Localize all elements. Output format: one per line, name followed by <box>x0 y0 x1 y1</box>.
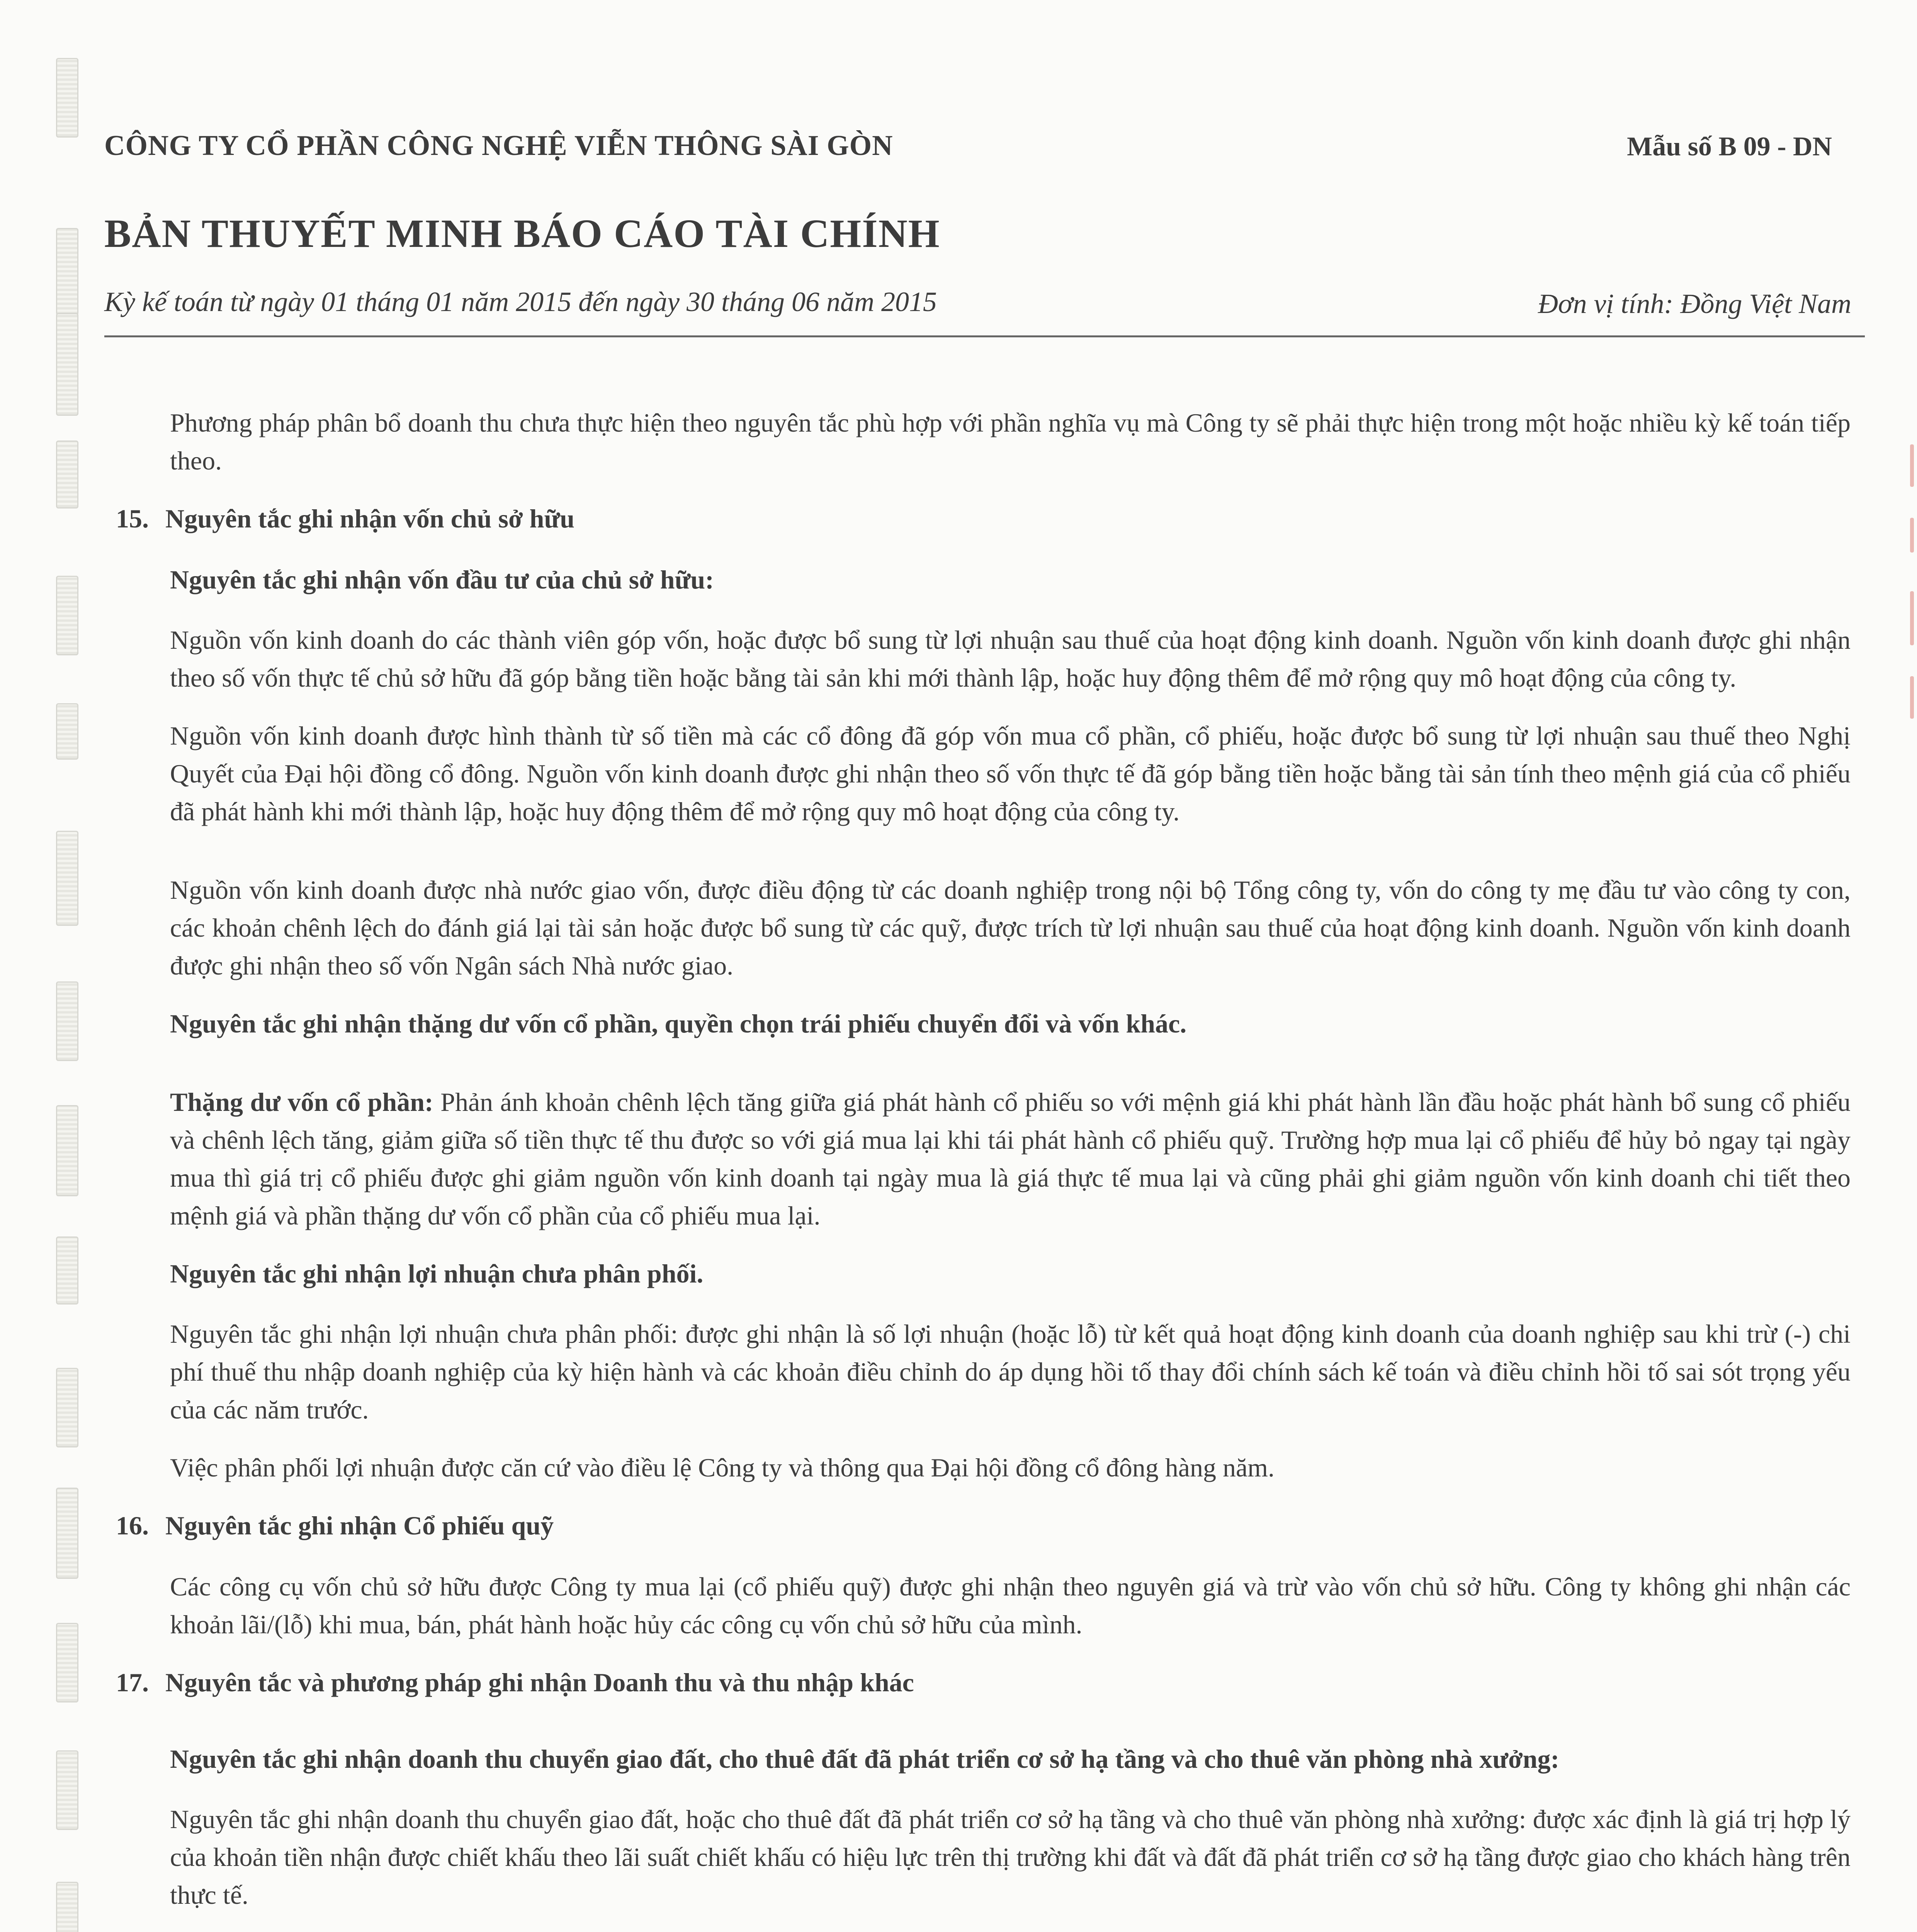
document-body <box>116 404 1851 1932</box>
company-name: CÔNG TY CỔ PHẦN CÔNG NGHỆ VIỄN THÔNG SÀI GÒN <box>104 130 893 162</box>
section-15-heading <box>116 500 1851 537</box>
subheading-retained-earnings: Nguyên tắc ghi nhận lợi nhuận chưa phân phối. <box>170 1259 704 1288</box>
header-divider <box>104 335 1865 337</box>
subheading-owner-capital: Nguyên tắc ghi nhận vốn đầu tư của chủ sở hữu: <box>170 565 714 594</box>
section-number: 17. <box>116 1668 149 1697</box>
paragraph: Nguồn vốn kinh doanh được hình thành từ số tiền mà các cổ đông đã góp vốn mua cổ phần, cổ phiếu, hoặc được bổ sung từ lợi nhuận sau thuế theo Nghị Quyết của Đại hội đồng cổ đông. Nguồn vốn kinh doanh được ghi nhận theo số vốn thực tế đã góp bằng tiền hoặc bằng tài sản tính theo mệnh giá của cổ phiếu đã phát hành khi mới thành lập, hoặc huy động thêm để mở rộng quy mô hoạt động của công ty. <box>170 721 1851 826</box>
binding-marks <box>56 58 79 1932</box>
currency-unit: Đơn vị tính: Đồng Việt Nam <box>1538 288 1851 319</box>
accounting-period: Kỳ kế toán từ ngày 01 tháng 01 năm 2015 đến ngày 30 tháng 06 năm 2015 <box>104 286 937 317</box>
section-17-heading <box>116 1663 1851 1701</box>
form-code: Mẫu số B 09 - DN <box>1627 132 1832 162</box>
paragraph: Nguồn vốn kinh doanh do các thành viên góp vốn, hoặc được bổ sung từ lợi nhuận sau thuế của hoạt động kinh doanh. Nguồn vốn kinh doanh được ghi nhận theo số vốn thực tế chủ sở hữu đã góp bằng tiền hoặc bằng tài sản khi mới thành lập, hoặc huy động thêm để mở rộng quy mô hoạt động của công ty. <box>170 625 1851 692</box>
paragraph: Các công cụ vốn chủ sở hữu được Công ty mua lại (cổ phiếu quỹ) được ghi nhận theo nguyên giá và trừ vào vốn chủ sở hữu. Công ty không ghi nhận các khoản lãi/(lỗ) khi mua, bán, phát hành hoặc hủy các công cụ vốn chủ sở hữu của mình. <box>170 1572 1851 1639</box>
subheading-land-revenue: Nguyên tắc ghi nhận doanh thu chuyển giao đất, cho thuê đất đã phát triển cơ sở hạ tầng và cho thuê văn phòng nhà xưởng: <box>170 1744 1560 1774</box>
section-title: Nguyên tắc ghi nhận Cổ phiếu quỹ <box>165 1511 554 1540</box>
section-title: Nguyên tắc và phương pháp ghi nhận Doanh thu và thu nhập khác <box>165 1668 914 1697</box>
paragraph: Việc phân phối lợi nhuận được căn cứ vào điều lệ Công ty và thông qua Đại hội đồng cổ đông hàng năm. <box>170 1453 1275 1482</box>
intro-paragraph: Phương pháp phân bổ doanh thu chưa thực hiện theo nguyên tắc phù hợp với phần nghĩa vụ mà Công ty sẽ phải thực hiện trong một hoặc nhiều kỳ kế toán tiếp theo. <box>170 408 1851 475</box>
paragraph: Nguồn vốn kinh doanh được nhà nước giao vốn, được điều động từ các doanh nghiệp trong nội bộ Tổng công ty, vốn do công ty mẹ đầu tư vào công ty con, các khoản chênh lệch do đánh giá lại tài sản hoặc được bổ sung từ các quỹ, được trích từ lợi nhuận sau thuế của hoạt động kinh doanh. Nguồn vốn kinh doanh được ghi nhận theo số vốn Ngân sách Nhà nước giao. <box>170 875 1851 980</box>
subheading-share-premium: Nguyên tắc ghi nhận thặng dư vốn cổ phần, quyền chọn trái phiếu chuyển đổi và vốn khác. <box>170 1009 1187 1038</box>
section-number: 16. <box>116 1511 149 1540</box>
share-premium-label: Thặng dư vốn cổ phần: <box>170 1087 433 1117</box>
edge-marks <box>1902 444 1917 723</box>
paragraph: Nguyên tắc ghi nhận lợi nhuận chưa phân phối: được ghi nhận là số lợi nhuận (hoặc lỗ) từ kết quả hoạt động kinh doanh của doanh nghiệp sau khi trừ (-) chi phí thuế thu nhập doanh nghiệp của kỳ hiện hành và các khoản điều chỉnh do áp dụng hồi tố thay đổi chính sách kế toán và điều chỉnh hồi tố sai sót trọng yếu của các năm trước. <box>170 1319 1851 1424</box>
paragraph-share-premium <box>170 1083 1851 1235</box>
section-number: 15. <box>116 504 149 533</box>
paragraph: Nguyên tắc ghi nhận doanh thu chuyển giao đất, hoặc cho thuê đất đã phát triển cơ sở hạ tầng và cho thuê văn phòng nhà xưởng: được xác định là giá trị hợp lý của khoản tiền nhận được chiết khấu theo lãi suất chiết khấu có hiệu lực trên thị trường khi đất và đất đã phát triển cơ sở hạ tầng được giao cho khách hàng trên thực tế. <box>170 1804 1851 1910</box>
section-title: Nguyên tắc ghi nhận vốn chủ sở hữu <box>165 504 575 533</box>
section-16-heading <box>116 1507 1851 1544</box>
document-title: BẢN THUYẾT MINH BÁO CÁO TÀI CHÍNH <box>104 211 940 256</box>
share-premium-text: Phản ánh khoản chênh lệch tăng giữa giá phát hành cổ phiếu so với mệnh giá khi phát hành lần đầu hoặc phát hành bổ sung cổ phiếu và chênh lệch tăng, giảm giữa số tiền thực tế thu được so với giá mua lại khi tái phát hành cổ phiếu quỹ. Trường hợp mua lại cổ phiếu để hủy bỏ ngay tại ngày mua thì giá trị cổ phiếu được ghi giảm nguồn vốn kinh doanh tại ngày mua là giá thực tế mua lại và cũng phải ghi giảm nguồn vốn kinh doanh chi tiết theo mệnh giá và phần thặng dư vốn cổ phần của cổ phiếu mua lại. <box>170 1087 1851 1230</box>
